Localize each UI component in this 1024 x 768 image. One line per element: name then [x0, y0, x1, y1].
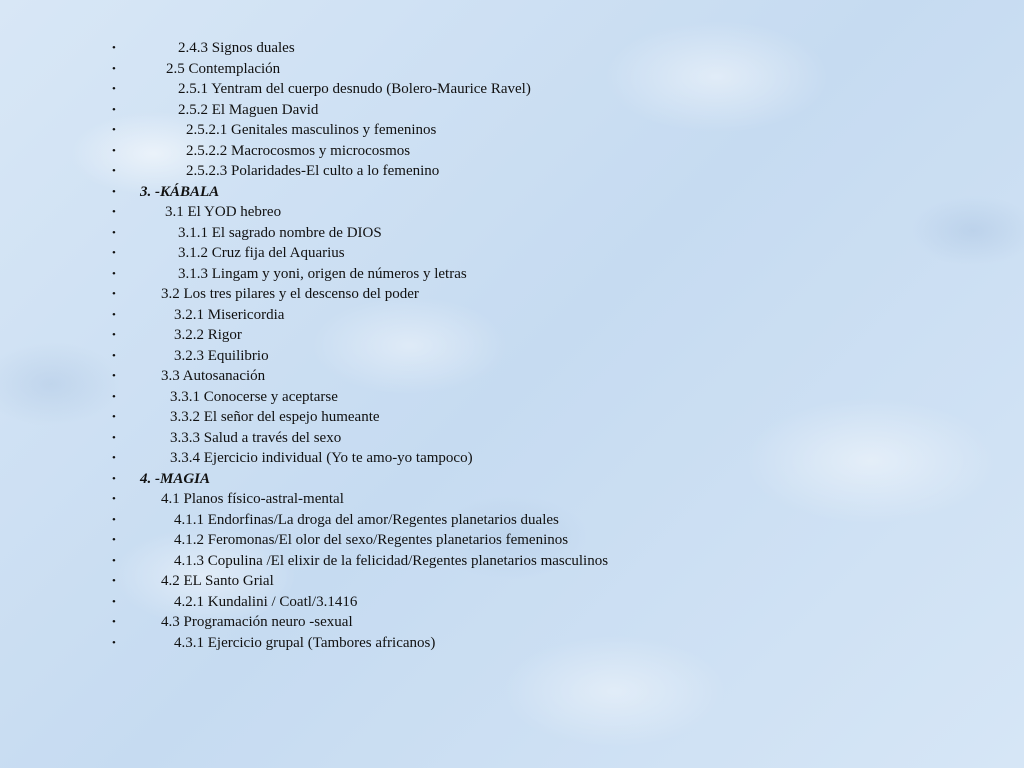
bullet-icon: •	[112, 411, 116, 423]
outline-text: 3.1.1 El sagrado nombre de DIOS	[178, 224, 382, 241]
bullet-icon: •	[112, 390, 116, 403]
outline-text: 3. -KÁBALA	[140, 183, 220, 200]
bullet-icon: •	[112, 185, 116, 198]
bullet-icon: •	[112, 513, 116, 526]
outline-item	[112, 38, 608, 59]
bullet-icon: •	[112, 636, 116, 649]
outline-text: 4.2.1 Kundalini / Coatl/3.1416	[174, 593, 358, 610]
outline-text: 4.1.3 Copulina /El elixir de la felicidad/Regentes planetarios masculinos	[174, 552, 609, 569]
outline-text: 3.3 Autosanación	[161, 368, 266, 384]
outline-text: 4. -MAGIA	[140, 470, 211, 487]
outline-text: 2.5.2.1 Genitales masculinos y femeninos	[186, 122, 437, 138]
outline-item	[112, 387, 608, 408]
outline-text: 3.3.1 Conocerse y aceptarse	[170, 388, 338, 405]
bullet-icon: •	[112, 616, 116, 628]
outline-text: 4.1.2 Feromonas/El olor del sexo/Regentes planetarios femeninos	[174, 532, 569, 548]
outline-item	[112, 428, 608, 449]
outline-item	[112, 100, 608, 121]
outline-item	[112, 161, 608, 182]
outline-text: 2.5 Contemplación	[166, 60, 281, 77]
outline-item	[112, 448, 608, 469]
outline-text: 2.5.2.3 Polaridades-El culto a lo femenino	[186, 163, 440, 179]
outline-text: 4.3.1 Ejercicio grupal (Tambores africanos)	[174, 634, 436, 651]
outline-text: 3.2.3 Equilibrio	[174, 347, 269, 364]
outline-text: 3.2.2 Rigor	[174, 327, 242, 343]
outline-text: 3.1.2 Cruz fija del Aquarius	[178, 245, 345, 261]
outline-item	[112, 592, 608, 613]
outline-item	[112, 325, 608, 346]
outline-item	[112, 59, 608, 80]
outline-text: 3.3.2 El señor del espejo humeante	[170, 409, 380, 425]
outline-item	[112, 141, 608, 162]
outline-item	[112, 284, 608, 305]
outline-item	[112, 243, 608, 264]
bullet-icon: •	[112, 431, 116, 444]
bullet-icon: •	[112, 349, 116, 362]
bullet-icon: •	[112, 493, 116, 505]
bullet-icon: •	[112, 329, 116, 341]
bullet-icon: •	[112, 226, 116, 239]
outline-item	[112, 264, 608, 285]
bullet-icon: •	[112, 247, 116, 259]
outline-item	[112, 407, 608, 428]
outline-list	[112, 38, 608, 653]
bullet-icon: •	[112, 206, 116, 218]
outline-text: 3.1 El YOD hebreo	[165, 204, 282, 220]
outline-text: 4.2 EL Santo Grial	[161, 573, 274, 589]
bullet-icon: •	[112, 452, 116, 464]
bullet-icon: •	[112, 534, 116, 546]
bullet-icon: •	[112, 42, 116, 54]
outline-item	[112, 79, 608, 100]
bullet-icon: •	[112, 83, 116, 95]
outline-text: 4.1.1 Endorfinas/La droga del amor/Regentes planetarios duales	[174, 511, 559, 528]
outline-item	[112, 223, 608, 244]
outline-text: 4.1 Planos físico-astral-mental	[161, 491, 344, 507]
outline-text: 4.3 Programación neuro -sexual	[161, 614, 353, 630]
outline-text: 2.5.2 El Maguen David	[178, 101, 319, 118]
outline-item	[112, 551, 608, 572]
outline-item	[112, 530, 608, 551]
outline-text: 3.2.1 Misericordia	[174, 306, 285, 323]
outline-text: 3.1.3 Lingam y yoni, origen de números y letras	[178, 265, 467, 282]
bullet-icon: •	[112, 554, 116, 567]
bullet-icon: •	[112, 288, 116, 300]
outline-heading	[112, 182, 608, 203]
outline-item	[112, 202, 608, 223]
bullet-icon: •	[112, 103, 116, 116]
bullet-icon: •	[112, 124, 116, 136]
outline-item	[112, 346, 608, 367]
bullet-icon: •	[112, 267, 116, 280]
bullet-icon: •	[112, 595, 116, 608]
bullet-icon: •	[112, 472, 116, 485]
outline-item	[112, 366, 608, 387]
outline-text: 2.5.1 Yentram del cuerpo desnudo (Bolero-Maurice Ravel)	[178, 81, 531, 97]
outline-item	[112, 571, 608, 592]
outline-item	[112, 612, 608, 633]
outline-text: 3.2 Los tres pilares y el descenso del poder	[161, 286, 419, 302]
bullet-icon: •	[112, 165, 116, 177]
outline-text: 2.4.3 Signos duales	[178, 40, 295, 56]
outline-heading	[112, 469, 608, 490]
outline-item	[112, 305, 608, 326]
bullet-icon: •	[112, 308, 116, 321]
bullet-icon: •	[112, 370, 116, 382]
outline-text: 3.3.4 Ejercicio individual (Yo te amo-yo tampoco)	[170, 450, 473, 466]
outline-item	[112, 510, 608, 531]
outline-item	[112, 120, 608, 141]
outline-item	[112, 633, 608, 654]
outline-item	[112, 489, 608, 510]
bullet-icon: •	[112, 62, 116, 75]
bullet-icon: •	[112, 575, 116, 587]
outline-text: 2.5.2.2 Macrocosmos y microcosmos	[186, 142, 411, 159]
outline-text: 3.3.3 Salud a través del sexo	[170, 429, 342, 446]
bullet-icon: •	[112, 144, 116, 157]
